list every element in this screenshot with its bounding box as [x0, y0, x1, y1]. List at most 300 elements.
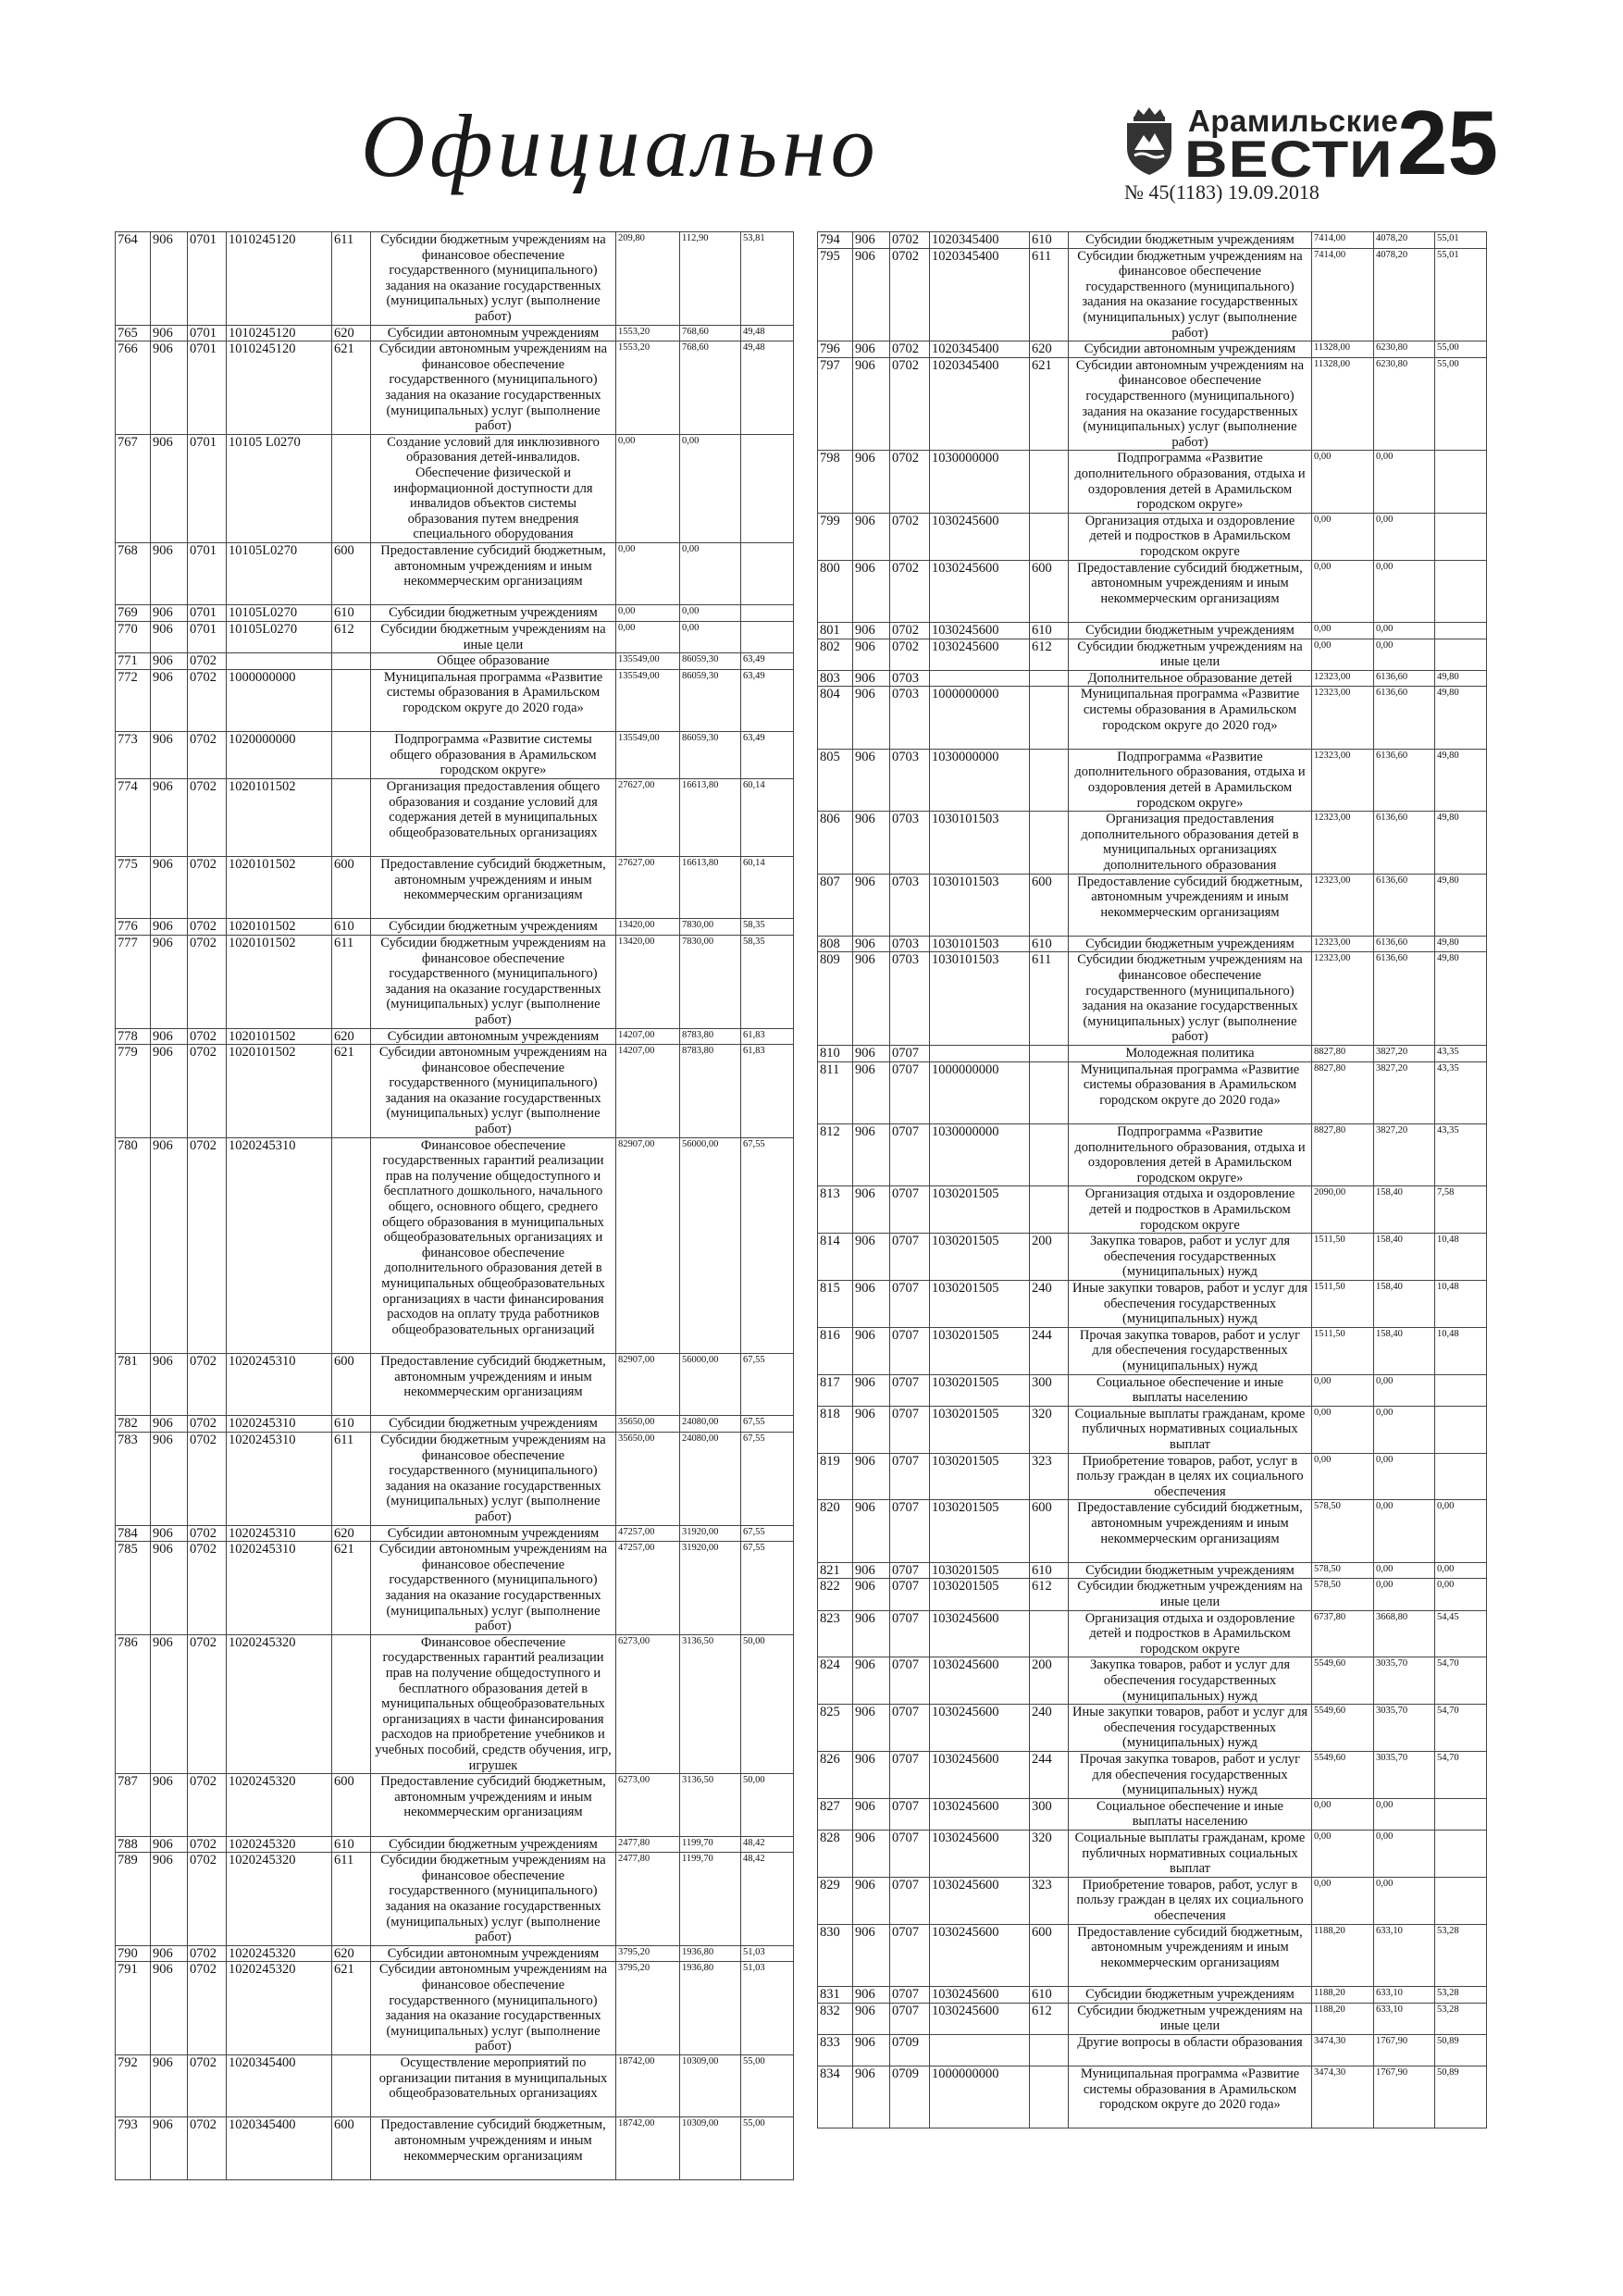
expense-type: [1030, 2066, 1069, 2128]
row-number: 791: [116, 1962, 151, 2055]
expense-type: [1030, 451, 1069, 513]
expense-type: 600: [332, 1354, 371, 1416]
expense-type: 610: [1030, 232, 1069, 249]
row-number: 813: [818, 1186, 853, 1234]
plan-amount: 0,00: [1312, 513, 1374, 560]
ved-code: 906: [853, 1406, 890, 1453]
table-row: [818, 357, 1487, 451]
target-article: 1030245600: [930, 1610, 1030, 1657]
actual-amount: 768,60: [680, 341, 741, 435]
expense-type: [332, 669, 371, 731]
plan-amount: 82907,00: [616, 1137, 680, 1353]
target-article: 1030245600: [930, 1830, 1030, 1877]
row-number: 827: [818, 1798, 853, 1830]
actual-amount: 86059,30: [680, 653, 741, 670]
ved-code: 906: [853, 1500, 890, 1562]
expense-name: Субсидии автономным учреждениям на финансовое обеспечение государственного (муниципального) задания на оказание государственных (муниципальных) услуг (выполнение работ): [371, 1962, 616, 2055]
section-code: 0702: [890, 622, 930, 639]
expense-type: 621: [332, 1542, 371, 1635]
row-number: 796: [818, 341, 853, 358]
plan-amount: 12323,00: [1312, 687, 1374, 749]
expense-type: [1030, 513, 1069, 560]
expense-name: Предоставление субсидий бюджетным, автономным учреждениям и иным некоммерческим организациям: [371, 1774, 616, 1836]
table-row: [116, 1774, 794, 1836]
plan-amount: 11328,00: [1312, 357, 1374, 451]
table-row: [116, 935, 794, 1028]
actual-amount: 0,00: [1374, 1798, 1435, 1830]
plan-amount: 1188,20: [1312, 1924, 1374, 1986]
expense-type: [1030, 1046, 1069, 1062]
expense-name: Субсидии автономным учреждениям: [371, 325, 616, 341]
execution-percent: 43,35: [1435, 1061, 1487, 1123]
actual-amount: 6136,60: [1374, 874, 1435, 936]
expense-type: [332, 1634, 371, 1773]
row-number: 805: [818, 749, 853, 811]
ved-code: 906: [853, 1124, 890, 1186]
expense-type: [332, 2055, 371, 2117]
section-code: 0707: [890, 1877, 930, 1924]
expense-name: Субсидии бюджетным учреждениям: [371, 1836, 616, 1853]
expense-name: Другие вопросы в области образования: [1069, 2034, 1312, 2066]
expense-type: 610: [1030, 1562, 1069, 1579]
row-number: 800: [818, 560, 853, 622]
target-article: 1030201505: [930, 1374, 1030, 1406]
section-code: 0702: [188, 778, 227, 856]
plan-amount: 2090,00: [1312, 1186, 1374, 1234]
target-article: [930, 1046, 1030, 1062]
expense-type: 612: [1030, 1579, 1069, 1610]
row-number: 829: [818, 1877, 853, 1924]
execution-percent: 67,55: [741, 1525, 794, 1542]
plan-amount: 1553,20: [616, 325, 680, 341]
expense-name: Субсидии бюджетным учреждениям на финансовое обеспечение государственного (муниципального) задания на оказание государственных (муниципальных) услуг (выполнение работ): [1069, 952, 1312, 1046]
expense-name: Муниципальная программа «Развитие системы образования в Арамильском городском округе до 2020 года»: [1069, 2066, 1312, 2128]
ved-code: 906: [853, 560, 890, 622]
table-row: [116, 232, 794, 326]
row-number: 787: [116, 1774, 151, 1836]
target-article: 1020245310: [227, 1542, 332, 1635]
table-row: [116, 1354, 794, 1416]
target-article: 1020101502: [227, 1045, 332, 1138]
expense-type: [1030, 749, 1069, 811]
table-row: [818, 1124, 1487, 1186]
ved-code: 906: [151, 1634, 188, 1773]
plan-amount: 578,50: [1312, 1579, 1374, 1610]
plan-amount: 12323,00: [1312, 749, 1374, 811]
actual-amount: 10309,00: [680, 2117, 741, 2179]
actual-amount: 24080,00: [680, 1416, 741, 1433]
plan-amount: 5549,60: [1312, 1657, 1374, 1705]
execution-percent: 53,28: [1435, 1924, 1487, 1986]
expense-name: Иные закупки товаров, работ и услуг для обеспечения государственных (муниципальных) нужд: [1069, 1281, 1312, 1328]
ved-code: 906: [151, 2055, 188, 2117]
actual-amount: 1767,90: [1374, 2066, 1435, 2128]
expense-name: Подпрограмма «Развитие дополнительного образования, отдыха и оздоровления детей в Арамильском городском округе»: [1069, 749, 1312, 811]
ved-code: 906: [151, 1962, 188, 2055]
section-code: 0703: [890, 874, 930, 936]
section-code: 0707: [890, 1046, 930, 1062]
target-article: 1020101502: [227, 919, 332, 936]
section-code: 0701: [188, 605, 227, 622]
target-article: 1020245320: [227, 1634, 332, 1773]
section-code: 0702: [188, 1028, 227, 1045]
expense-name: Субсидии бюджетным учреждениям: [1069, 936, 1312, 952]
newspaper-logo: [1121, 104, 1399, 188]
section-code: 0702: [890, 560, 930, 622]
execution-percent: [1435, 639, 1487, 670]
target-article: 1030201505: [930, 1186, 1030, 1234]
target-article: 1030245600: [930, 560, 1030, 622]
section-code: 0702: [188, 1945, 227, 1962]
execution-percent: [741, 542, 794, 604]
target-article: 1030245600: [930, 639, 1030, 670]
target-article: 1020345400: [930, 357, 1030, 451]
expense-name: Субсидии бюджетным учреждениям на финансовое обеспечение государственного (муниципального) задания на оказание государственных (муниципальных) услуг (выполнение работ): [371, 1433, 616, 1526]
section-code: 0707: [890, 1830, 930, 1877]
ved-code: 906: [151, 232, 188, 326]
table-row: [818, 1046, 1487, 1062]
actual-amount: 0,00: [1374, 1579, 1435, 1610]
plan-amount: 0,00: [1312, 1830, 1374, 1877]
ved-code: 906: [853, 1327, 890, 1374]
target-article: 1020245310: [227, 1416, 332, 1433]
table-row: [116, 653, 794, 670]
row-number: 815: [818, 1281, 853, 1328]
table-row: [116, 1836, 794, 1853]
section-code: 0702: [188, 1433, 227, 1526]
section-code: 0707: [890, 1705, 930, 1752]
row-number: 823: [818, 1610, 853, 1657]
section-code: 0702: [188, 1836, 227, 1853]
actual-amount: 31920,00: [680, 1542, 741, 1635]
actual-amount: 4078,20: [1374, 248, 1435, 341]
execution-percent: 49,80: [1435, 687, 1487, 749]
expense-name: Субсидии бюджетным учреждениям на иные цели: [371, 621, 616, 652]
ved-code: 906: [853, 1234, 890, 1281]
table-row: [818, 1234, 1487, 1281]
row-number: 788: [116, 1836, 151, 1853]
table-row: [116, 1962, 794, 2055]
execution-percent: 49,80: [1435, 936, 1487, 952]
execution-percent: 54,45: [1435, 1610, 1487, 1657]
table-row: [818, 232, 1487, 249]
expense-type: 611: [332, 232, 371, 326]
target-article: 1020245320: [227, 1774, 332, 1836]
target-article: 1030245600: [930, 1657, 1030, 1705]
table-row: [818, 1798, 1487, 1830]
expense-name: Приобретение товаров, работ, услуг в пользу граждан в целях их социального обеспечения: [1069, 1453, 1312, 1500]
table-row: [818, 1327, 1487, 1374]
plan-amount: 135549,00: [616, 732, 680, 779]
actual-amount: 8783,80: [680, 1045, 741, 1138]
row-number: 812: [818, 1124, 853, 1186]
plan-amount: 0,00: [616, 605, 680, 622]
expense-type: 600: [1030, 1500, 1069, 1562]
table-row: [818, 812, 1487, 874]
expense-name: Прочая закупка товаров, работ и услуг для обеспечения государственных (муниципальных) нужд: [1069, 1327, 1312, 1374]
plan-amount: 0,00: [1312, 1374, 1374, 1406]
execution-percent: 67,55: [741, 1354, 794, 1416]
expense-type: 611: [332, 1433, 371, 1526]
expense-type: 600: [1030, 874, 1069, 936]
actual-amount: 7830,00: [680, 935, 741, 1028]
execution-percent: 49,80: [1435, 874, 1487, 936]
execution-percent: 51,03: [741, 1945, 794, 1962]
ved-code: 906: [151, 1945, 188, 1962]
section-code: 0702: [188, 1853, 227, 1946]
ved-code: 906: [151, 1045, 188, 1138]
table-row: [818, 341, 1487, 358]
section-code: 0702: [188, 2117, 227, 2179]
expense-name: Субсидии бюджетным учреждениям на иные цели: [1069, 2003, 1312, 2034]
ved-code: 906: [151, 919, 188, 936]
ved-code: 906: [853, 1579, 890, 1610]
execution-percent: 49,80: [1435, 952, 1487, 1046]
target-article: 1020345400: [930, 341, 1030, 358]
expense-name: Организация отдыха и оздоровление детей и подростков в Арамильском городском округе: [1069, 1610, 1312, 1657]
row-number: 777: [116, 935, 151, 1028]
target-article: 1030245600: [930, 1877, 1030, 1924]
target-article: 1030101503: [930, 874, 1030, 936]
section-code: 0701: [188, 232, 227, 326]
target-article: 1010245120: [227, 232, 332, 326]
execution-percent: 49,48: [741, 341, 794, 435]
section-code: 0707: [890, 1234, 930, 1281]
section-code: 0707: [890, 1986, 930, 2003]
execution-percent: 48,42: [741, 1836, 794, 1853]
expense-name: Организация предоставления дополнительного образования детей в муниципальных организациях дополнительного образования: [1069, 812, 1312, 874]
row-number: 818: [818, 1406, 853, 1453]
section-code: 0703: [890, 812, 930, 874]
section-code: 0702: [188, 1542, 227, 1635]
row-number: 802: [818, 639, 853, 670]
actual-amount: 112,90: [680, 232, 741, 326]
expense-type: 600: [332, 542, 371, 604]
actual-amount: 6136,60: [1374, 670, 1435, 687]
actual-amount: 0,00: [1374, 560, 1435, 622]
execution-percent: 55,00: [1435, 341, 1487, 358]
section-code: 0702: [188, 1634, 227, 1773]
expense-type: 611: [332, 935, 371, 1028]
ved-code: 906: [151, 605, 188, 622]
table-row: [116, 1853, 794, 1946]
ved-code: 906: [151, 434, 188, 542]
actual-amount: 3035,70: [1374, 1657, 1435, 1705]
expense-name: Субсидии автономным учреждениям на финансовое обеспечение государственного (муниципального) задания на оказание государственных (муниципальных) услуг (выполнение работ): [371, 1542, 616, 1635]
expense-name: Субсидии бюджетным учреждениям на иные цели: [1069, 639, 1312, 670]
ved-code: 906: [853, 1877, 890, 1924]
actual-amount: 0,00: [680, 621, 741, 652]
coat-of-arms-icon: [1121, 107, 1177, 176]
section-code: 0707: [890, 1453, 930, 1500]
ved-code: 906: [853, 248, 890, 341]
table-row: [818, 1374, 1487, 1406]
ved-code: 906: [853, 749, 890, 811]
section-code: 0701: [188, 325, 227, 341]
expense-name: Социальные выплаты гражданам, кроме публичных нормативных социальных выплат: [1069, 1406, 1312, 1453]
plan-amount: 0,00: [1312, 1798, 1374, 1830]
target-article: 1030245600: [930, 1798, 1030, 1830]
expense-type: 621: [1030, 357, 1069, 451]
table-row: [116, 1433, 794, 1526]
target-article: 1030245600: [930, 622, 1030, 639]
actual-amount: 0,00: [680, 542, 741, 604]
table-row: [116, 1634, 794, 1773]
expense-type: 611: [332, 1853, 371, 1946]
plan-amount: 8827,80: [1312, 1046, 1374, 1062]
target-article: 1030201505: [930, 1453, 1030, 1500]
plan-amount: 3795,20: [616, 1945, 680, 1962]
section-code: 0707: [890, 2003, 930, 2034]
actual-amount: 158,40: [1374, 1281, 1435, 1328]
row-number: 793: [116, 2117, 151, 2179]
row-number: 825: [818, 1705, 853, 1752]
ved-code: 906: [853, 936, 890, 952]
ved-code: 906: [853, 1610, 890, 1657]
table-row: [116, 1542, 794, 1635]
table-row: [116, 1416, 794, 1433]
target-article: 1030201505: [930, 1579, 1030, 1610]
execution-percent: 55,00: [1435, 357, 1487, 451]
row-number: 807: [818, 874, 853, 936]
plan-amount: 8827,80: [1312, 1124, 1374, 1186]
section-code: 0707: [890, 1406, 930, 1453]
ved-code: 906: [151, 1137, 188, 1353]
table-row: [116, 2117, 794, 2179]
actual-amount: 6136,60: [1374, 952, 1435, 1046]
section-code: 0702: [188, 935, 227, 1028]
row-number: 819: [818, 1453, 853, 1500]
target-article: 10105L0270: [227, 605, 332, 622]
section-code: 0709: [890, 2066, 930, 2128]
actual-amount: 0,00: [1374, 1374, 1435, 1406]
execution-percent: 49,80: [1435, 812, 1487, 874]
plan-amount: 11328,00: [1312, 341, 1374, 358]
section-code: 0702: [188, 1137, 227, 1353]
expense-type: 610: [332, 919, 371, 936]
target-article: 1020345400: [227, 2055, 332, 2117]
plan-amount: 0,00: [1312, 451, 1374, 513]
row-number: 766: [116, 341, 151, 435]
actual-amount: 0,00: [1374, 1562, 1435, 1579]
row-number: 767: [116, 434, 151, 542]
execution-percent: 43,35: [1435, 1046, 1487, 1062]
actual-amount: 56000,00: [680, 1354, 741, 1416]
table-row: [818, 1705, 1487, 1752]
section-code: 0709: [890, 2034, 930, 2066]
expense-type: [1030, 1124, 1069, 1186]
execution-percent: [1435, 1798, 1487, 1830]
table-row: [818, 1751, 1487, 1798]
expense-type: 244: [1030, 1327, 1069, 1374]
actual-amount: 1936,80: [680, 1945, 741, 1962]
table-row: [116, 341, 794, 435]
expense-name: Субсидии бюджетным учреждениям на финансовое обеспечение государственного (муниципального) задания на оказание государственных (муниципальных) услуг (выполнение работ): [371, 1853, 616, 1946]
expense-name: Субсидии автономным учреждениям: [1069, 341, 1312, 358]
section-code: 0702: [188, 1525, 227, 1542]
actual-amount: 3827,20: [1374, 1061, 1435, 1123]
section-code: 0703: [890, 749, 930, 811]
expense-name: Финансовое обеспечение государственных гарантий реализации прав на получение общедоступного и бесплатного дошкольного, начального общего, основного общего, среднего общего образования в муниципальных общеобразовательных организациях и финансовое обеспечение дополнительного образования детей в муниципальных общеобразовательных организациях в части финансирования расходов на оплату труда работников общеобразовательных организаций: [371, 1137, 616, 1353]
actual-amount: 86059,30: [680, 732, 741, 779]
target-article: [930, 2034, 1030, 2066]
plan-amount: 1511,50: [1312, 1327, 1374, 1374]
expense-type: 323: [1030, 1453, 1069, 1500]
section-code: 0702: [188, 1962, 227, 2055]
section-code: 0707: [890, 1657, 930, 1705]
table-row: [116, 325, 794, 341]
expense-name: Иные закупки товаров, работ и услуг для обеспечения государственных (муниципальных) нужд: [1069, 1705, 1312, 1752]
table-row: [818, 1657, 1487, 1705]
execution-percent: 43,35: [1435, 1124, 1487, 1186]
row-number: 808: [818, 936, 853, 952]
execution-percent: 0,00: [1435, 1562, 1487, 1579]
ved-code: 906: [853, 1046, 890, 1062]
actual-amount: 3035,70: [1374, 1705, 1435, 1752]
expense-name: Закупка товаров, работ и услуг для обеспечения государственных (муниципальных) нужд: [1069, 1234, 1312, 1281]
section-code: 0703: [890, 670, 930, 687]
table-row: [818, 2034, 1487, 2066]
expense-name: Субсидии бюджетным учреждениям: [371, 605, 616, 622]
table-row: [116, 669, 794, 731]
ved-code: 906: [151, 2117, 188, 2179]
section-code: 0702: [188, 732, 227, 779]
row-number: 789: [116, 1853, 151, 1946]
ved-code: 906: [853, 687, 890, 749]
ved-code: 906: [853, 2034, 890, 2066]
target-article: 1030201505: [930, 1234, 1030, 1281]
execution-percent: 55,00: [741, 2055, 794, 2117]
row-number: 768: [116, 542, 151, 604]
table-row: [116, 856, 794, 918]
section-code: 0702: [188, 919, 227, 936]
plan-amount: 13420,00: [616, 919, 680, 936]
table-row: [116, 778, 794, 856]
ved-code: 906: [151, 856, 188, 918]
section-code: 0703: [890, 936, 930, 952]
table-row: [818, 1061, 1487, 1123]
section-code: 0701: [188, 434, 227, 542]
actual-amount: 16613,80: [680, 778, 741, 856]
section-code: 0701: [188, 542, 227, 604]
table-row: [818, 639, 1487, 670]
section-code: 0707: [890, 1186, 930, 1234]
table-row: [818, 1453, 1487, 1500]
table-row: [116, 605, 794, 622]
table-row: [818, 2003, 1487, 2034]
actual-amount: 8783,80: [680, 1028, 741, 1045]
expense-type: 200: [1030, 1234, 1069, 1281]
row-number: 795: [818, 248, 853, 341]
target-article: 1030201505: [930, 1562, 1030, 1579]
ved-code: 906: [151, 325, 188, 341]
row-number: 833: [818, 2034, 853, 2066]
actual-amount: 6230,80: [1374, 357, 1435, 451]
ved-code: 906: [151, 1525, 188, 1542]
row-number: 769: [116, 605, 151, 622]
row-number: 821: [818, 1562, 853, 1579]
table-row: [116, 732, 794, 779]
expense-name: Субсидии бюджетным учреждениям на финансовое обеспечение государственного (муниципального) задания на оказание государственных (муниципальных) услуг (выполнение работ): [1069, 248, 1312, 341]
row-number: 801: [818, 622, 853, 639]
actual-amount: 3136,50: [680, 1634, 741, 1773]
actual-amount: 0,00: [1374, 451, 1435, 513]
plan-amount: 0,00: [1312, 1406, 1374, 1453]
table-row: [116, 2055, 794, 2117]
table-row: [116, 621, 794, 652]
expense-type: [332, 653, 371, 670]
plan-amount: 2477,80: [616, 1853, 680, 1946]
